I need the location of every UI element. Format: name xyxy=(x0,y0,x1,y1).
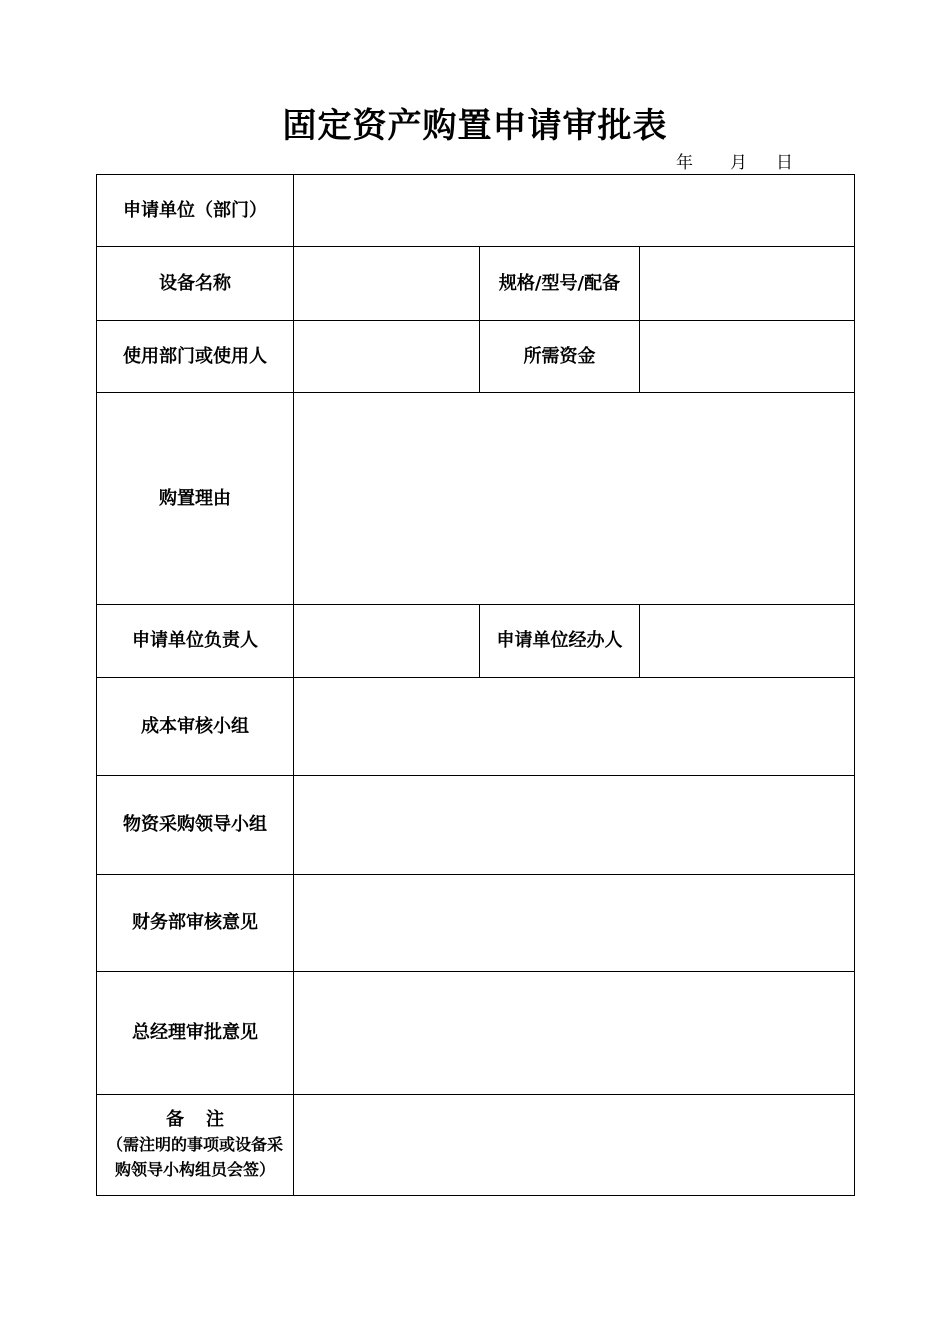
row-procurement-group xyxy=(97,776,855,875)
field-equipment-name[interactable] xyxy=(294,247,480,321)
remarks-title xyxy=(97,1108,293,1132)
field-user-dept[interactable] xyxy=(294,321,480,393)
form-title: 固定资产购置申请审批表 xyxy=(282,106,668,146)
remarks-note: （需注明的事项或设备采购领导小构组员会签） xyxy=(107,1135,284,1179)
application-form-table xyxy=(96,174,855,1196)
date-year-label: 年 xyxy=(676,153,693,173)
field-unit-handler[interactable] xyxy=(640,605,855,678)
label-cost-review: 成本审核小组 xyxy=(97,678,294,776)
date-day-label: 日 xyxy=(776,153,793,173)
field-purchase-reason[interactable] xyxy=(294,393,855,605)
row-purchase-reason xyxy=(97,393,855,605)
row-finance-opinion xyxy=(97,875,855,972)
row-remarks xyxy=(97,1095,855,1196)
label-finance-opinion: 财务部审核意见 xyxy=(97,875,294,972)
row-equipment xyxy=(97,247,855,321)
row-applicant-unit xyxy=(97,175,855,247)
date-line xyxy=(676,151,793,175)
date-month-label: 月 xyxy=(730,153,747,173)
label-procurement-group: 物资采购领导小组 xyxy=(97,776,294,875)
row-gm-opinion xyxy=(97,972,855,1095)
label-unit-head: 申请单位负责人 xyxy=(97,605,294,678)
field-spec-model[interactable] xyxy=(640,247,855,321)
field-procurement-group[interactable] xyxy=(294,776,855,875)
remarks-title-a: 备 xyxy=(166,1109,184,1130)
field-cost-review[interactable] xyxy=(294,678,855,776)
label-equipment-name: 设备名称 xyxy=(97,247,294,321)
label-purchase-reason: 购置理由 xyxy=(97,393,294,605)
label-user-dept: 使用部门或使用人 xyxy=(97,321,294,393)
row-user-dept xyxy=(97,321,855,393)
field-applicant-unit[interactable] xyxy=(294,175,855,247)
field-required-funds[interactable] xyxy=(640,321,855,393)
field-gm-opinion[interactable] xyxy=(294,972,855,1095)
label-spec-model: 规格/型号/配备 xyxy=(480,247,640,321)
row-cost-review xyxy=(97,678,855,776)
label-gm-opinion: 总经理审批意见 xyxy=(97,972,294,1095)
label-applicant-unit: 申请单位（部门） xyxy=(97,175,294,247)
row-unit-people xyxy=(97,605,855,678)
field-finance-opinion[interactable] xyxy=(294,875,855,972)
label-unit-handler: 申请单位经办人 xyxy=(480,605,640,678)
remarks-title-b: 注 xyxy=(206,1109,224,1130)
field-unit-head[interactable] xyxy=(294,605,480,678)
label-required-funds: 所需资金 xyxy=(480,321,640,393)
field-remarks[interactable] xyxy=(294,1095,855,1196)
label-remarks xyxy=(97,1095,294,1196)
